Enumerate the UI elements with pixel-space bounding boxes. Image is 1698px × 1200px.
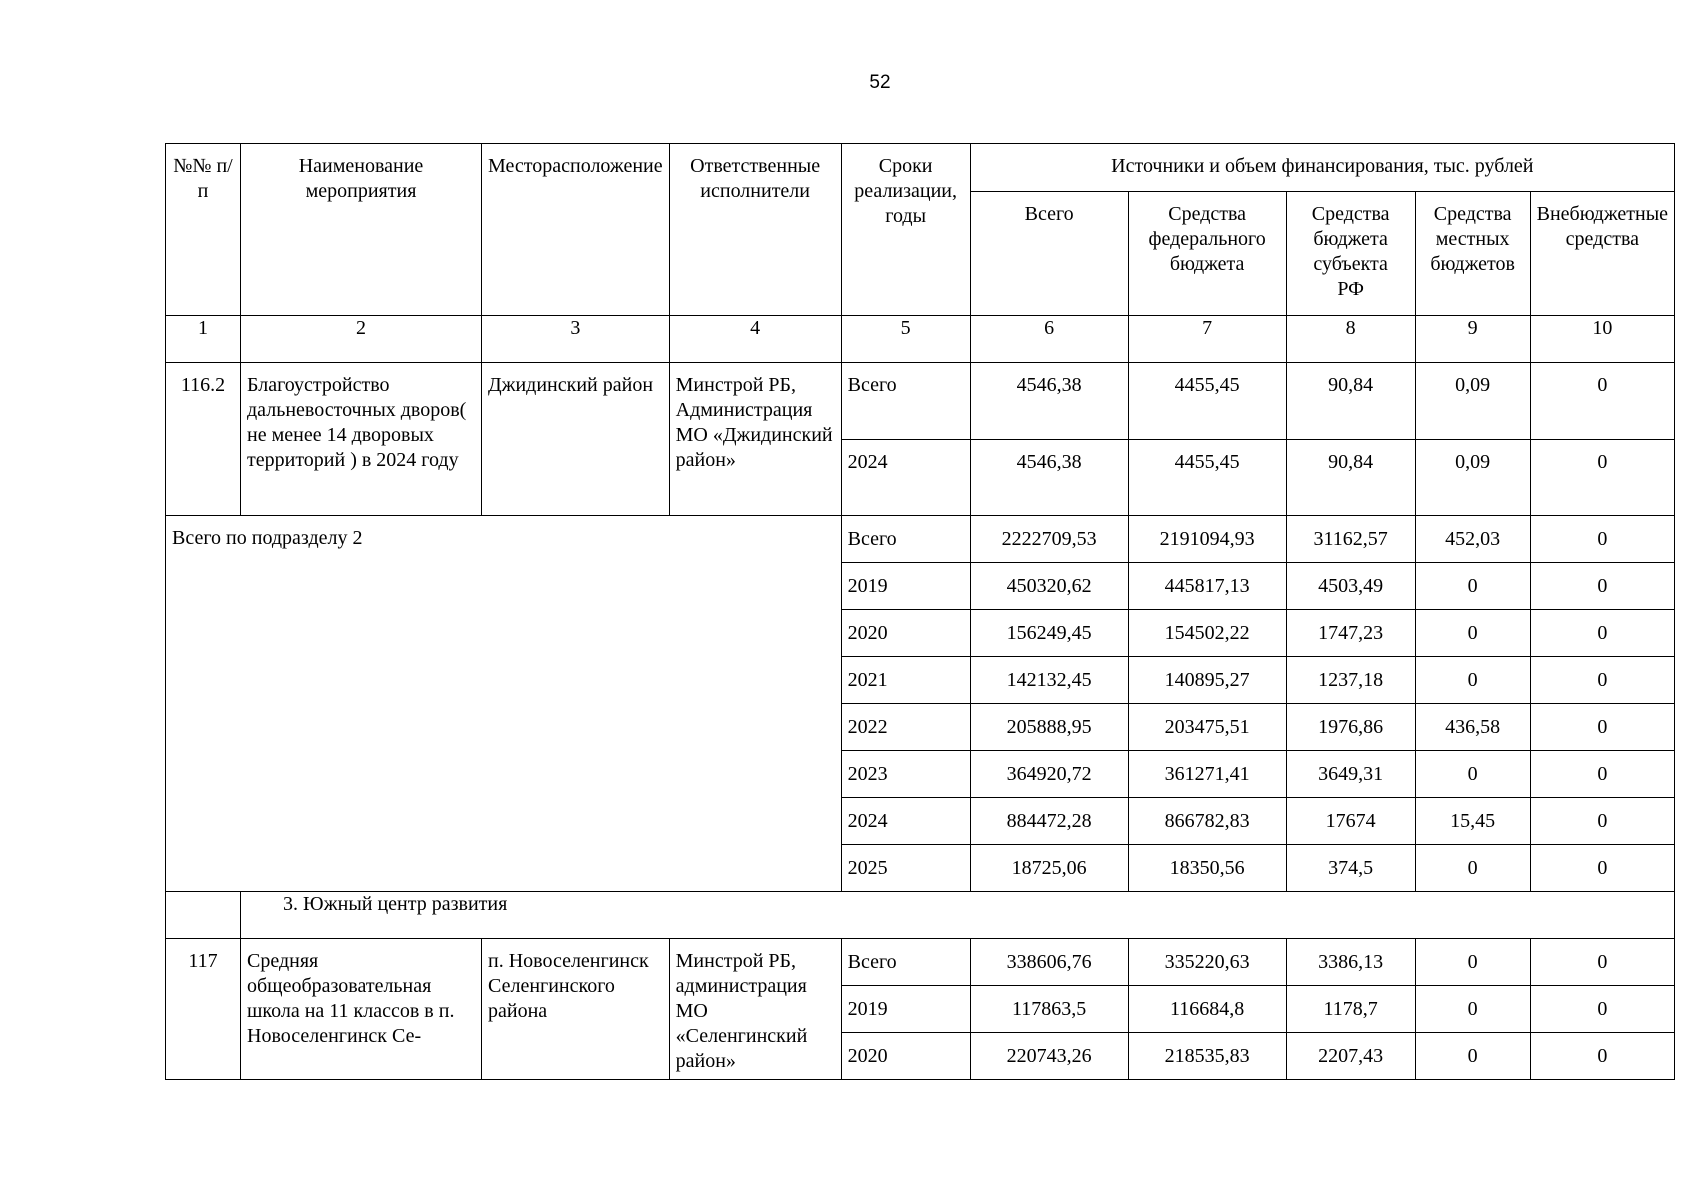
period-cell: 2024	[841, 440, 970, 516]
column-number: 9	[1415, 316, 1530, 363]
period-cell: 2019	[841, 986, 970, 1033]
item-number: 116.2	[166, 363, 241, 516]
extra-cell: 0	[1530, 845, 1674, 892]
federal-cell: 218535,83	[1128, 1033, 1286, 1080]
header-extra: Внебюджетные средства	[1530, 192, 1674, 316]
federal-cell: 866782,83	[1128, 798, 1286, 845]
total-cell: 117863,5	[970, 986, 1128, 1033]
total-cell: 450320,62	[970, 563, 1128, 610]
period-cell: Всего	[841, 939, 970, 986]
extra-cell: 0	[1530, 798, 1674, 845]
header-period: Сроки реализации, годы	[841, 144, 970, 316]
federal-cell: 116684,8	[1128, 986, 1286, 1033]
subject-cell: 1237,18	[1286, 657, 1415, 704]
section-spacer	[166, 892, 241, 939]
header-subject: Средства бюджета субъекта РФ	[1286, 192, 1415, 316]
item-executors: Минстрой РБ, администрация МО «Селенгинский район»	[669, 939, 841, 1080]
local-cell: 0	[1415, 939, 1530, 986]
local-cell: 0	[1415, 986, 1530, 1033]
federal-cell: 361271,41	[1128, 751, 1286, 798]
period-cell: 2019	[841, 563, 970, 610]
item-location: п. Новоселенгинск Селенгинского района	[482, 939, 670, 1080]
subject-cell: 17674	[1286, 798, 1415, 845]
header-executors: Ответственные исполнители	[669, 144, 841, 316]
period-cell: Всего	[841, 363, 970, 440]
subject-cell: 90,84	[1286, 363, 1415, 440]
extra-cell: 0	[1530, 610, 1674, 657]
total-cell: 364920,72	[970, 751, 1128, 798]
subject-cell: 1976,86	[1286, 704, 1415, 751]
federal-cell: 18350,56	[1128, 845, 1286, 892]
total-cell: 338606,76	[970, 939, 1128, 986]
extra-cell: 0	[1530, 986, 1674, 1033]
extra-cell: 0	[1530, 563, 1674, 610]
period-cell: 2024	[841, 798, 970, 845]
column-number: 7	[1128, 316, 1286, 363]
table-row	[166, 516, 1675, 563]
local-cell: 0	[1415, 610, 1530, 657]
total-cell: 220743,26	[970, 1033, 1128, 1080]
total-cell: 18725,06	[970, 845, 1128, 892]
header-financing: Источники и объем финансирования, тыс. рублей	[970, 144, 1674, 192]
local-cell: 15,45	[1415, 798, 1530, 845]
period-cell: 2025	[841, 845, 970, 892]
total-cell: 142132,45	[970, 657, 1128, 704]
header-name: Наименование мероприятия	[241, 144, 482, 316]
total-cell: 2222709,53	[970, 516, 1128, 563]
item-name: Благоустройство дальневосточных дворов( не менее 14 дворовых территорий ) в 2024 году	[241, 363, 482, 516]
column-number: 6	[970, 316, 1128, 363]
federal-cell: 140895,27	[1128, 657, 1286, 704]
subject-cell: 3649,31	[1286, 751, 1415, 798]
extra-cell: 0	[1530, 751, 1674, 798]
subject-cell: 3386,13	[1286, 939, 1415, 986]
column-number: 2	[241, 316, 482, 363]
period-cell: 2021	[841, 657, 970, 704]
period-cell: 2020	[841, 610, 970, 657]
local-cell: 436,58	[1415, 704, 1530, 751]
subsection-total-label: Всего по подразделу 2	[166, 516, 842, 892]
column-number: 5	[841, 316, 970, 363]
item-number: 117	[166, 939, 241, 1080]
federal-cell: 2191094,93	[1128, 516, 1286, 563]
period-cell: 2020	[841, 1033, 970, 1080]
local-cell: 0	[1415, 751, 1530, 798]
period-cell: Всего	[841, 516, 970, 563]
header-location: Месторасположение	[482, 144, 670, 316]
header-local: Средства местных бюджетов	[1415, 192, 1530, 316]
period-cell: 2023	[841, 751, 970, 798]
column-number: 8	[1286, 316, 1415, 363]
table-row	[166, 939, 1675, 986]
column-number: 4	[669, 316, 841, 363]
item-executors: Минстрой РБ, Администрация МО «Джидинский район»	[669, 363, 841, 516]
federal-cell: 445817,13	[1128, 563, 1286, 610]
subject-cell: 1747,23	[1286, 610, 1415, 657]
local-cell: 0	[1415, 657, 1530, 704]
column-number: 10	[1530, 316, 1674, 363]
total-cell: 4546,38	[970, 363, 1128, 440]
total-cell: 884472,28	[970, 798, 1128, 845]
total-cell: 205888,95	[970, 704, 1128, 751]
subject-cell: 31162,57	[1286, 516, 1415, 563]
total-cell: 4546,38	[970, 440, 1128, 516]
item-name: Средняя общеобразовательная школа на 11 классов в п. Новоселенгинск Се-	[241, 939, 482, 1080]
section-title	[241, 892, 1675, 939]
federal-cell: 4455,45	[1128, 440, 1286, 516]
header-row	[166, 144, 1675, 192]
column-numbers-row	[166, 316, 1675, 363]
section-title-text: 3. Южный центр развития	[283, 893, 508, 915]
total-cell: 156249,45	[970, 610, 1128, 657]
local-cell: 0	[1415, 845, 1530, 892]
table-row	[166, 363, 1675, 440]
federal-cell: 154502,22	[1128, 610, 1286, 657]
item-location: Джидинский район	[482, 363, 670, 516]
extra-cell: 0	[1530, 657, 1674, 704]
subject-cell: 90,84	[1286, 440, 1415, 516]
federal-cell: 335220,63	[1128, 939, 1286, 986]
period-cell: 2022	[841, 704, 970, 751]
extra-cell: 0	[1530, 363, 1674, 440]
extra-cell: 0	[1530, 516, 1674, 563]
column-number: 3	[482, 316, 670, 363]
subject-cell: 374,5	[1286, 845, 1415, 892]
header-num: №№ п/п	[166, 144, 241, 316]
extra-cell: 0	[1530, 1033, 1674, 1080]
extra-cell: 0	[1530, 704, 1674, 751]
header-federal: Средства федерального бюджета	[1128, 192, 1286, 316]
subject-cell: 4503,49	[1286, 563, 1415, 610]
header-total: Всего	[970, 192, 1128, 316]
section-heading-row	[166, 892, 1675, 939]
extra-cell: 0	[1530, 440, 1674, 516]
federal-cell: 4455,45	[1128, 363, 1286, 440]
subject-cell: 1178,7	[1286, 986, 1415, 1033]
local-cell: 0	[1415, 1033, 1530, 1080]
local-cell: 452,03	[1415, 516, 1530, 563]
local-cell: 0,09	[1415, 440, 1530, 516]
local-cell: 0	[1415, 563, 1530, 610]
financing-table	[165, 143, 1675, 1080]
column-number: 1	[166, 316, 241, 363]
subject-cell: 2207,43	[1286, 1033, 1415, 1080]
extra-cell: 0	[1530, 939, 1674, 986]
local-cell: 0,09	[1415, 363, 1530, 440]
page-number: 52	[869, 72, 891, 93]
federal-cell: 203475,51	[1128, 704, 1286, 751]
